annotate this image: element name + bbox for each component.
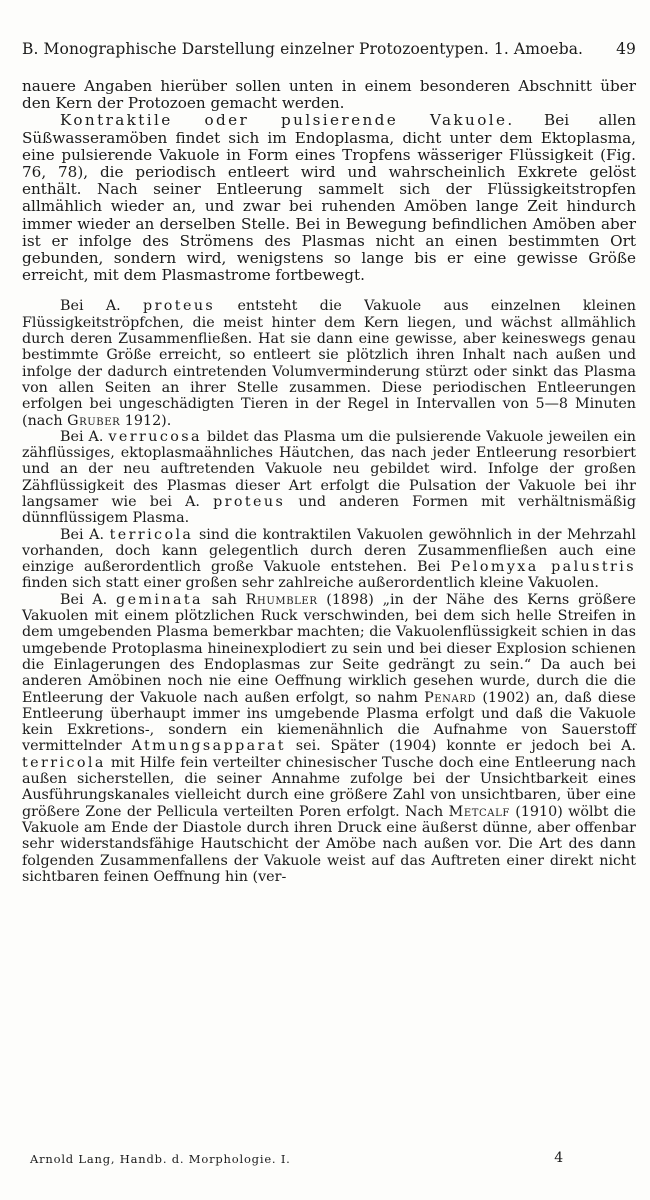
footer-imprint: Arnold Lang, Handb. d. Morphologie. I. bbox=[30, 1152, 291, 1166]
paragraph-1: nauere Angaben hierüber sollen unten in einem besonderen Abschnitt über den Kern der Protozoen gemacht werden. bbox=[22, 77, 636, 113]
paragraph-geminata: Bei A. geminata sah Rhumbler (1898) „in der Nähe des Kerns größere Vakuolen mit einem plötzlichen Ruck verschwinden, bei dem sich helle Streifen in dem umgebenden Plasma bemerkbar machten; die Vakuolenflüssigkeit schien in das umgebende Protoplasma hineinexplodiert zu sein und bei dieser Explosion schienen die Einlagerungen des Endoplasmas zur Seite gedrängt zu sein.“ Da auch bei anderen Amöbinen noch nie eine Oeffnung wirklich gesehen wurde, durch die die Entleerung der Vakuole nach außen erfolgt, so nahm Penard (1902) an, daß diese Entleerung überhaupt immer ins umgebende Plasma erfolgt und daß die Vakuole kein Exkretions-, sondern ein kiemenähnlich die Aufnahme von Sauerstoff vermittelnder Atmungsapparat sei. Später (1904) konnte er jedoch bei A. terricola mit Hilfe fein verteilter chinesischer Tusche doch eine Entleerung nach außen sicherstellen, die seiner Annahme zufolge bei der Unsichtbarkeit eines Ausführungskanales vielleicht durch eine größere Zahl von unsichtbaren, über eine größere Zone der Pellicula verteilten Poren erfolgt. Nach Metcalf (1910) wölbt die Vakuole am Ende der Diastole durch ihren Druck eine äußerst dünne, aber offenbar sehr widerstandsfähige Hautschicht der Amöbe nach außen vor. Die Art des dann folgenden Zusammenfallens der Vakuole weist auf das Auftreten einer direkt nicht sichtbaren feinen Oeffnung hin (ver- bbox=[22, 591, 636, 885]
species-name: Pelomyxa palustris bbox=[450, 559, 636, 576]
author-name: Gruber bbox=[67, 412, 121, 429]
running-title: B. Monographische Darstellung einzelner Protozoentypen. 1. Amoeba. bbox=[22, 40, 584, 58]
page-body bbox=[22, 78, 636, 885]
species-name: verrucosa bbox=[108, 428, 202, 445]
signature-mark: 4 bbox=[554, 1150, 564, 1166]
species-name: geminata bbox=[116, 591, 203, 608]
author-name: Metcalf bbox=[448, 803, 510, 820]
species-name: terricola bbox=[109, 526, 194, 543]
paragraph-terricola: Bei A. terricola sind die kontraktilen Vakuolen gewöhnlich in der Mehrzahl vorhanden, doch kann gelegentlich durch deren Zusammenfließen auch eine einzige außerordentlich große Vakuole entstehen. Bei Pelomyxa palustris finden sich statt einer großen sehr zahlreiche außerordentlich kleine Vakuolen. bbox=[22, 526, 637, 592]
block-kontraktile-vakuole bbox=[22, 78, 636, 284]
emphasized-term: Atmungsapparat bbox=[131, 738, 286, 755]
page-footer bbox=[30, 1152, 564, 1172]
author-name: Penard bbox=[424, 689, 477, 706]
paragraph-verrucosa: Bei A. verrucosa bildet das Plasma um die pulsierende Vakuole jeweilen ein zähflüssiges, ektoplasmaähnliches Häutchen, das nach jeder Entleerung resorbiert und an der neu auftretenden Vakuole neu gebildet wird. Infolge der großen Zähflüssigkeit des Plasmas dieser Art erfolgt die Pulsation der Vakuole bei ihr langsamer wie bei A. proteus und anderen Formen mit verhältnismäßig dünnflüssigem Plasma. bbox=[22, 428, 637, 527]
page-number: 49 bbox=[616, 40, 636, 58]
author-name: Rhumbler bbox=[245, 591, 318, 608]
species-name: proteus bbox=[213, 494, 286, 510]
paragraph-2: Kontraktile oder pulsierende Vakuole. Bei allen Süßwasseramöben findet sich im Endoplasma, dicht unter dem Ektoplasma, eine pulsierende Vakuole in Form eines Tropfens wässeriger Flüssigkeit (Fig. 76, 78), die periodisch entleert wird und wahrscheinlich Exkrete gelöst enthält. Nach seiner Entleerung sammelt sich der Flüssigkeitstropfen allmählich wieder an, und zwar bei ruhenden Amöben lange Zeit hindurch immer wieder an derselben Stelle. Bei in Bewegung befindlichen Amöben aber ist er infolge des Strömens des Plasmas nicht an einen bestimmten Ort gebunden, sondern wird, wenigstens so lange bis er eine gewisse Größe erreicht, mit dem Plasmastrome fortbewegt. bbox=[22, 111, 636, 285]
paragraph-proteus: Bei A. proteus entsteht die Vakuole aus einzelnen kleinen Flüssigkeitströpfchen, die meist hinter dem Kern liegen, und wächst allmählich durch deren Zusammenfließen. Hat sie dann eine gewisse, aber keineswegs genau bestimmte Größe erreicht, so entleert sie plötzlich ihren Inhalt nach außen und infolge der dadurch eintretenden Volumverminderung stürzt oder sinkt das Plasma von allen Seiten an ihrer Stelle zusammen. Diese periodischen Entleerungen erfolgen bei ungeschädigten Tieren in der Regel in Intervallen von 5—8 Minuten (nach Gruber 1912). bbox=[22, 298, 637, 429]
section-heading: Kontraktile oder pulsierende Vakuole. bbox=[60, 111, 515, 130]
species-name: terricola bbox=[22, 754, 106, 771]
running-header bbox=[22, 40, 636, 62]
species-name: proteus bbox=[143, 298, 216, 315]
block-small-type bbox=[22, 298, 636, 885]
